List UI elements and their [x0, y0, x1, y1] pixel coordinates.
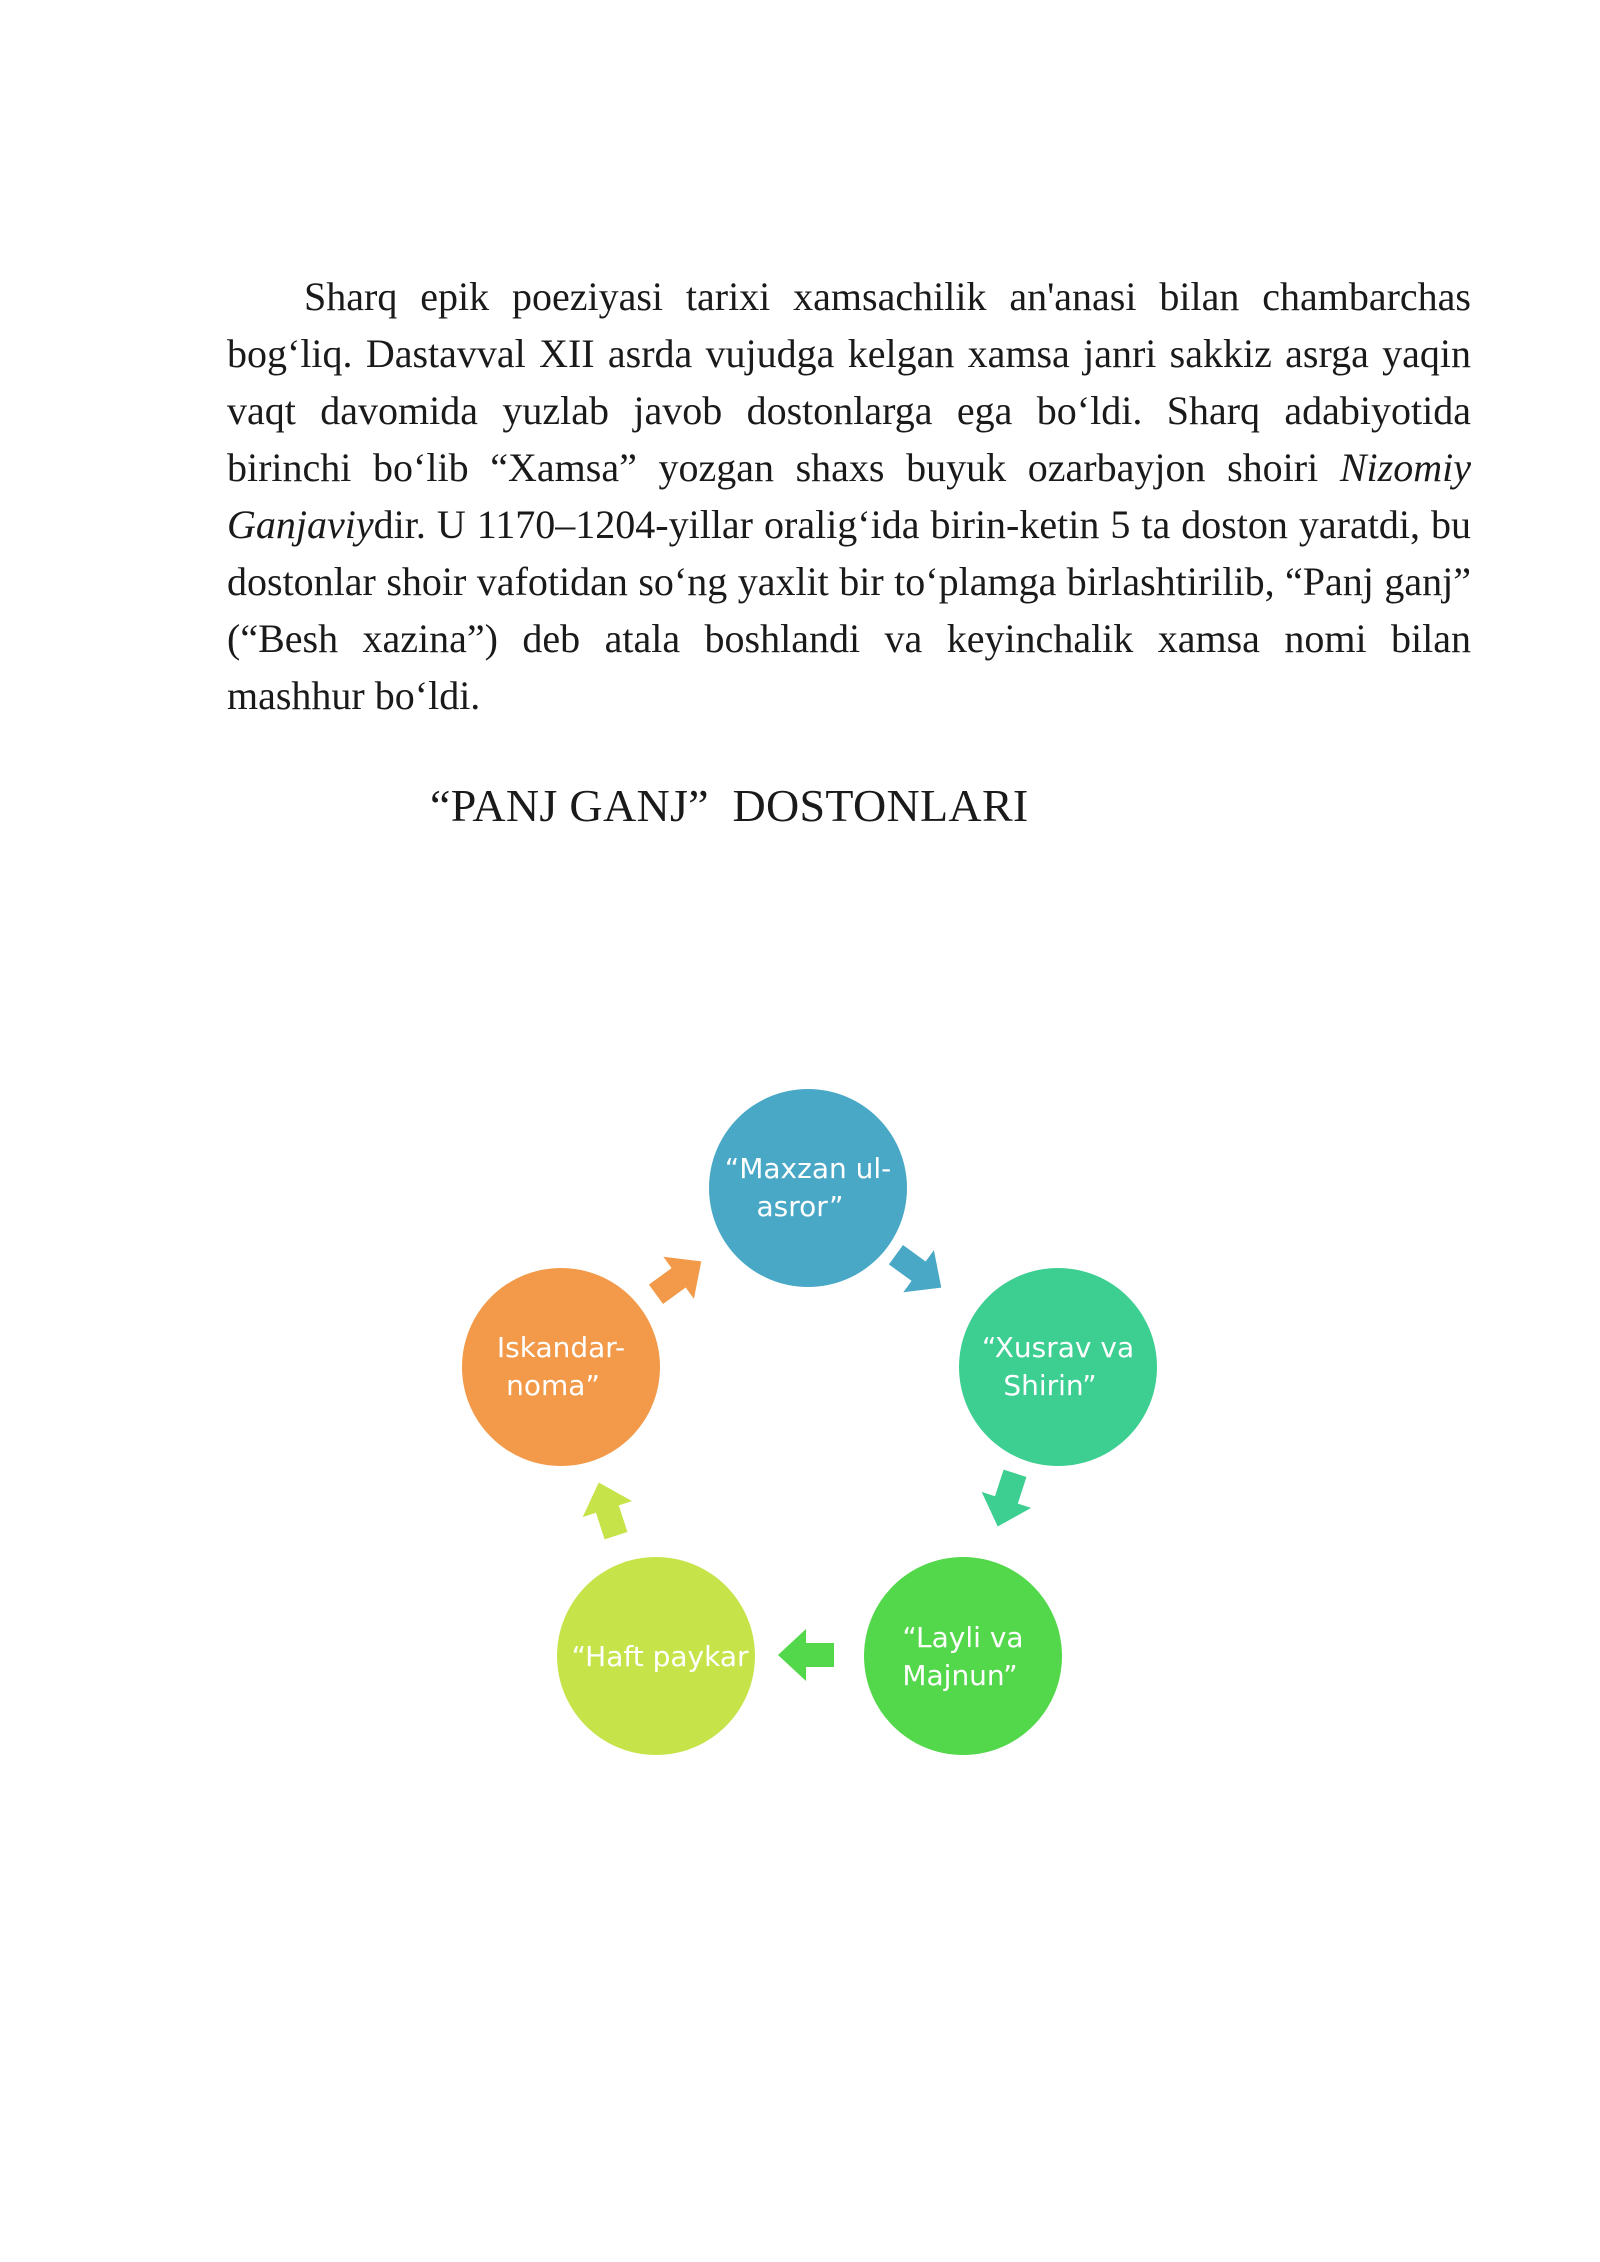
- node-label-line1: Iskandar-: [496, 1331, 626, 1364]
- node-maxzan-ul-asror: [709, 1089, 907, 1287]
- node-label-line2: Majnun”: [902, 1659, 1018, 1692]
- arrow-layli-to-haft: [778, 1629, 834, 1681]
- arrow-shape: [881, 1234, 957, 1309]
- arrow-shape: [641, 1240, 717, 1315]
- node-circle: [462, 1268, 660, 1466]
- node-label-line2: noma”: [506, 1369, 600, 1402]
- node-label-line1: “Layli va: [902, 1621, 1024, 1654]
- arrow-haft-to-iskandar: [574, 1474, 641, 1543]
- node-haft-paykar: [557, 1557, 755, 1755]
- node-label-line2: Shirin”: [1003, 1369, 1097, 1402]
- paragraph-text-start: Sharq epik poeziyasi tarixi xamsachilik an'anasi bilan chambarchas bog‘liq. Dastavval XII asrda vujudga kelgan xamsa janri sakkiz asrga yaqin vaqt davomida yuzlab javob dostonlarga ega bo‘ldi. Sharq adabiyotida birinchi bo‘lib “Xamsa” yozgan shaxs buyuk ozarbayjon shoiri: [227, 274, 1471, 490]
- node-label-line2: asror”: [756, 1190, 844, 1223]
- paragraph-text-end: dir. U 1170–1204-yillar oralig‘ida birin-ketin 5 ta doston yaratdi, bu dostonlar shoir vafotidan so‘ng yaxlit bir to‘plamga birlashtirilib, “Panj ganj” (“Besh xazina”) deb atala boshlandi va keyinchalik xamsa nomi bilan mashhur bo‘ldi.: [227, 502, 1471, 718]
- node-layli-va-majnun: [864, 1557, 1062, 1755]
- node-label-line1: “Maxzan ul-: [724, 1152, 892, 1185]
- node-circle: [709, 1089, 907, 1287]
- arrow-shape: [574, 1474, 641, 1543]
- node-iskandar-noma: [462, 1268, 660, 1466]
- node-circle: [864, 1557, 1062, 1755]
- arrow-iskandar-to-maxzan: [641, 1240, 717, 1315]
- section-title: “PANJ GANJ” DOSTONLARI: [430, 780, 1029, 831]
- node-label-line1: “Haft paykar: [571, 1640, 749, 1673]
- arrow-maxzan-to-xusrav: [881, 1234, 957, 1309]
- node-circle: [959, 1268, 1157, 1466]
- node-label-line1: “Xusrav va: [981, 1331, 1135, 1364]
- arrow-shape: [778, 1629, 834, 1681]
- poet-name-emphasis: Nizomiy Ganjaviy: [227, 445, 1471, 547]
- node-xusrav-va-shirin: [959, 1268, 1157, 1466]
- arrow-shape: [973, 1465, 1040, 1534]
- arrow-xusrav-to-layli: [973, 1465, 1040, 1534]
